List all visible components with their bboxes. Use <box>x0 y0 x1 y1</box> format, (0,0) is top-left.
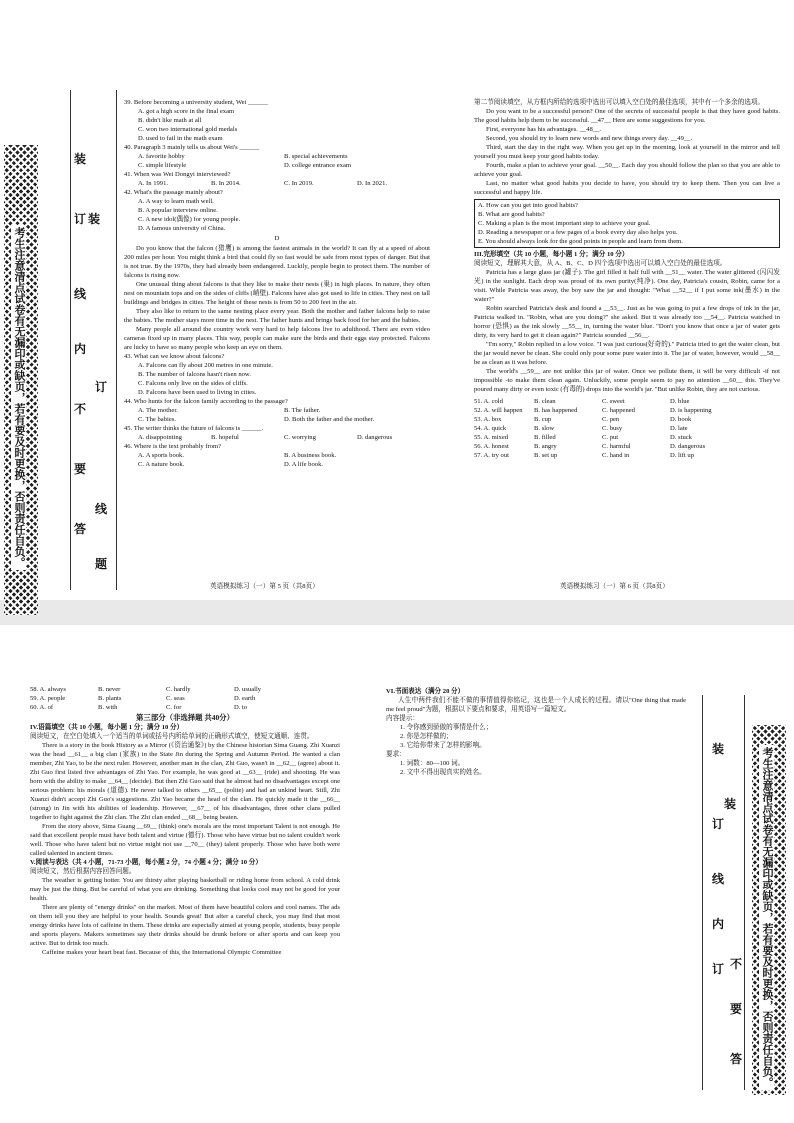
mcq-cell: 54. A. quick <box>474 425 507 432</box>
binding-char: 内 <box>74 342 87 356</box>
binding-line <box>116 90 117 590</box>
content-point: 2. 你是怎样做的； <box>400 733 453 740</box>
binding-char: 题 <box>95 557 108 571</box>
mcq-cell: C. busy <box>602 425 623 432</box>
mcq-cell: D. earth <box>234 695 256 702</box>
mcq-cell: 53. A. box <box>474 416 502 423</box>
mcq-cell: C. hand in <box>602 452 630 459</box>
binding-char: 订 <box>95 380 108 394</box>
section-title: VI.书面表达（满分 20 分） <box>386 688 465 695</box>
binding-char: 装 <box>88 212 101 226</box>
question-block <box>124 188 430 233</box>
requirement-label: 要求： <box>386 751 406 758</box>
page-footer: 英语模拟练习（一）第 5 页（共8页） <box>210 583 319 590</box>
page-footer: 英语模拟练习（一）第 6 页（共8页） <box>560 583 669 590</box>
passage-paragraph: Fourth, make a plan to achieve your goal. __50__. Each day you should follow the plan so that you are able to achieve your goal. <box>474 162 780 178</box>
content-point: 3. 它给你带来了怎样的影响。 <box>400 742 486 749</box>
question-block <box>124 424 430 442</box>
passage-paragraph: There are plenty of "energy drinks" on the market. Most of them have beautiful colors and cool names. The ads on them tell you they are helpful to your health. Sounds great! But after a careful check, you may find that most energy drinks have lots of caffeine in them. These drinks are especially aimed at young people, students, busy people and sports players. Makers sometimes say their drinks should be drunk before or after sports and can keep you active. But to drink too much. <box>30 904 340 947</box>
section-instruction: 阅读短文，在空白处填入一个适当的单词或括号内所给单词的正确形式填空，使短文通顺、连贯。 <box>30 733 314 740</box>
option: D. Both the father and the mother. <box>284 416 375 423</box>
mcq-cell: 59. A. people <box>30 695 66 702</box>
passage-paragraph: Last, no matter what good habits you decide to have, you should try to keep them. Then you can live a successful and happy life. <box>474 180 780 196</box>
passage-paragraph: They also like to return to the same nesting place every year. Both the mother and father falcons help to raise the babies. The mother stays more time in the nest. The father hunts and brings back food for her and the babies. <box>124 308 430 324</box>
mcq-cell: D. blue <box>670 398 690 405</box>
mcq-table <box>474 397 780 460</box>
passage-paragraph: First, everyone has his advantages. __48__. <box>486 126 602 133</box>
option: D. A famous university of China. <box>138 225 226 232</box>
passage-paragraph: Caffeine makes your heart beat fast. Because of this, the International Olympic Committee <box>42 949 282 956</box>
mcq-cell: D. book <box>670 416 692 423</box>
option: A. favorite hobby <box>138 153 185 160</box>
binding-band-left <box>4 145 38 615</box>
page-6-column <box>474 98 780 460</box>
option: A. A sports book. <box>138 452 184 459</box>
page-5-column <box>124 98 430 469</box>
binding-char: 要 <box>74 462 87 476</box>
mcq-cell: C. seas <box>166 695 185 702</box>
mcq-cell: C. put <box>602 434 619 441</box>
option: C. A new idol(偶像) for young people. <box>138 216 241 223</box>
passage-paragraph: Third, start the day in the right way. When you get up in the morning, look at yourself in the mirror and tell yourself you must keep your good habits today. <box>474 144 780 160</box>
question-block <box>124 170 430 188</box>
binding-line <box>70 90 71 590</box>
section-title: V.阅读与表达（共 4 小题，71-73 小题，每小题 2 分，74 小题 4 分；满分 10 分） <box>30 859 262 866</box>
mcq-cell: B. slow <box>534 425 555 432</box>
option: A. The mother. <box>138 407 178 414</box>
option: A. Falcons can fly about 200 metres in one minute. <box>138 362 273 369</box>
section-instruction: 人生中两件我们不能不做的事情值得你铭记，这也是一个人成长的过程。请以"One thing that made me feel proud"为题，根据以下要点和要求，用英语写一篇短文。 <box>386 697 686 713</box>
passage-paragraph: Robin searched Patricia's desk and found a __53__. Just as he was going to put a few drops of ink in the jar, Patricia walked in. "Robin, what are you doing?" she asked. But it was already too __54__. Patricia watched in horror (恐惧) as the ink slowly __55__ in, turning the water blue. "Don't you know that once a jar of water gets dirty, its very hard to get it clean again?" Patricia sounded __56__. <box>474 305 780 339</box>
question-stem: 39. Before becoming a university student, Wei ______ <box>124 99 268 106</box>
option: B. The father. <box>284 407 321 414</box>
mcq-cell: D. stuck <box>670 434 692 441</box>
question-block <box>124 442 430 469</box>
question-stem: 43. What can we know about falcons? <box>124 353 225 360</box>
box-option: C. Making a plan is the most important step to achieve your goal. <box>478 220 651 227</box>
mcq-cell: 51. A. cold <box>474 398 503 405</box>
mcq-cell: D. usually <box>234 686 262 693</box>
option: D. dangerous <box>357 434 393 441</box>
content-point: 1. 令你感到骄傲的事情是什么； <box>400 724 493 731</box>
passage-paragraph: The world's __59__ are not unlike this jar of water. Once we pollute them, it will be very difficult -if not impossible -to make them clean again. Unluckily, some people seem to pay no attention __60__ this. They've poured many dirty or even toxic (有毒的) drops into the world's jar. "But unlike Robin, they are not curious. <box>474 368 780 393</box>
mcq-cell: C. happened <box>602 407 635 414</box>
passage-paragraph: Do you want to be a successful person? One of the secrets of successful people is that they have good habits. The good habits help them to be successful. __47__ Here are some suggestions for you. <box>474 108 780 124</box>
part-title: 第三部分（非选择题 共40分） <box>136 713 234 722</box>
passage-paragraph: Many people all around the country work very hard to help falcons live to adulthood. There are even video cameras fixed up in many places. This way, people can make sure the birds and their eggs stay protected. Falcons are lucky to have so many people who keep an eye on them. <box>124 326 430 351</box>
option: C. worrying <box>284 434 316 441</box>
mcq-cell: D. late <box>670 425 688 432</box>
mcq-cell: C. pen <box>602 416 620 423</box>
option: B. didn't like math at all <box>138 117 202 124</box>
binding-line <box>702 695 703 1090</box>
mcq-cell: 57. A. try out <box>474 452 509 459</box>
option: D. A life book. <box>284 461 324 468</box>
binding-notice: 考生注意清点试卷有无漏印或缺页，若有要及时更换，否则责任自负。 <box>13 227 25 568</box>
binding-line <box>744 695 745 1090</box>
option: D. In 2021. <box>357 180 388 187</box>
box-option: A. How can you get into good habits? <box>478 202 578 209</box>
option: A. In 1991. <box>138 180 169 187</box>
box-option: D. Reading a newspaper or a few pages of a book every day also helps you. <box>478 229 678 236</box>
binding-char: 订 <box>74 212 87 226</box>
option: D. Falcons have been used to living in cities. <box>138 389 257 396</box>
mcq-table <box>30 685 340 712</box>
passage-paragraph: One unusual thing about falcons is that they like to make their nests (巢) in high places. In nature, they often nest on mountain tops and on the sides of cliffs (峭壁). Falcons have also got used to life in cities. They nest on tall buildings and bridges in cities. The height of these nests is from 50 to 200 feet in the air. <box>124 281 430 306</box>
option: A. got a high score in the final exam <box>138 108 235 115</box>
option: C. simple lifestyle <box>138 162 187 169</box>
mcq-cell: D. is happening <box>670 407 712 414</box>
option: B. In 2014. <box>211 180 241 187</box>
option: C. Falcons only live on the sides of cliffs. <box>138 380 248 387</box>
option: A. disappointing <box>138 434 182 441</box>
option: B. A popular interview online. <box>138 207 218 214</box>
option: B. A business book. <box>284 452 337 459</box>
option: C. In 2019. <box>284 180 314 187</box>
mcq-cell: D. dangerous <box>670 443 706 450</box>
passage-label: D <box>274 235 280 242</box>
binding-char: 答 <box>730 1052 743 1066</box>
mcq-cell: B. cup <box>534 416 552 423</box>
question-stem: 41. When was Wei Dongyi interviewed? <box>124 171 231 178</box>
binding-char: 不 <box>730 957 743 971</box>
option: B. The number of falcons hasn't risen now. <box>138 371 251 378</box>
binding-char: 订 <box>712 817 725 831</box>
mcq-cell: B. set up <box>534 452 558 459</box>
option: C. The babies. <box>138 416 176 423</box>
option: B. hopeful <box>211 434 239 441</box>
question-stem: 45. The writer thinks the future of falcons is ______. <box>124 425 264 432</box>
passage-paragraph: The weather is getting hotter. You are thirsty after playing basketball or riding home from school. A cold drink may be just the thing. But be careful of what you are drinking. Something that looks cool may not be good for your health. <box>30 877 340 902</box>
passage-paragraph: Do you know that the falcon (猎鹰) is among the fastest animals in the world? It can fly at a speed of about 200 miles per hour. You might think a bird that could fly so fast would be safe from most types of danger. But that is not true. By the 1970s, they had already been endangered. Luckily, people begin to protect them. The number of falcons is rising now. <box>124 245 430 279</box>
mcq-cell: C. for <box>166 704 182 711</box>
binding-char: 线 <box>712 872 725 886</box>
binding-char: 订 <box>712 962 725 976</box>
mcq-cell: B. clean <box>534 398 556 405</box>
section-instruction: 阅读短文，理解其大意，从 A、B、C、D 四个选项中选出可以填入空白处的最佳选项。 <box>474 260 727 267</box>
box-option: E. You should always look for the good points in people and learn from them. <box>478 238 683 245</box>
mcq-cell: B. with <box>98 704 118 711</box>
mcq-cell: B. never <box>98 686 121 693</box>
binding-char: 答 <box>74 522 87 536</box>
mcq-cell: 56. A. honest <box>474 443 509 450</box>
mcq-cell: B. plants <box>98 695 122 702</box>
mcq-cell: B. filled <box>534 434 556 441</box>
mcq-cell: B. has happened <box>534 407 578 414</box>
binding-band-right <box>752 725 786 1095</box>
mcq-cell: C. sweet <box>602 398 625 405</box>
requirement-point: 2. 文中不得出现真实的姓名。 <box>400 769 486 776</box>
section-instruction: 第二节阅读填空，从方框内所给的选项中选出可以填入空白处的最佳选项，其中有一个多余的选项。 <box>474 99 765 106</box>
option: A. A way to learn math well. <box>138 198 214 205</box>
passage-paragraph: From the story above, Sima Guang __69__ (think) one's morals are the most important Talent is not enough. He said that excellent people must have both talent and virtue (德行). Those who have virtue but no talent couldn't work well. Those who have talent but no virtue might not use __70__ (they) talent properly. Those who have both were called talented in ancient times. <box>30 823 340 857</box>
binding-notice: 考生注意清点试卷有无漏印或缺页，若有要及时更换，否则责任自负。 <box>761 747 773 1088</box>
box-option: B. What are good habits? <box>478 211 545 218</box>
question-stem: 40. Paragraph 3 mainly tells us about Wei's ______ <box>124 144 260 151</box>
question-stem: 42. What's the passage mainly about? <box>124 189 223 196</box>
binding-char: 装 <box>712 742 725 756</box>
passage-paragraph: Patricia has a large glass jar (罐子). The girl filled it half full with __51__ water. The water glittered (闪闪发光) in the sunlight. Each drop was proud of its own purity(纯净). One day, Patricia's cousin, Robin, came for a visit. While Patricia was away, the boy saw the jar and thought: "What __52__ if I put some ink(墨水) in the water?" <box>474 269 780 303</box>
page-7-column <box>30 685 340 957</box>
section-instruction: 阅读短文，然后根据内容回答问题。 <box>30 868 136 875</box>
section-title: III.完形填空（共 10 小题，每小题 1 分；满分 10 分） <box>474 251 629 258</box>
mcq-cell: D. to <box>234 704 248 711</box>
binding-char: 线 <box>95 502 108 516</box>
mcq-cell: B. angry <box>534 443 557 450</box>
option: B. special achievements <box>284 153 348 160</box>
bottom-sheet <box>0 625 794 1095</box>
options-box <box>474 199 780 248</box>
question-block <box>124 397 430 424</box>
section-title: IV.语篇填空（共 10 小题，每小题 1 分；满分 10 分） <box>30 724 184 731</box>
question-stem: 44. Who hunts for the falcon family according to the passage? <box>124 398 288 405</box>
binding-char: 要 <box>730 1002 743 1016</box>
question-stem: 46. Where is the text probably from? <box>124 443 222 450</box>
requirement-point: 1. 词数：80—100 词。 <box>400 760 465 767</box>
binding-char: 线 <box>74 287 87 301</box>
mcq-cell: D. lift up <box>670 452 694 459</box>
mcq-cell: 52. A. will happen <box>474 407 523 414</box>
binding-char: 不 <box>74 402 87 416</box>
mcq-cell: C. harmful <box>602 443 631 450</box>
passage-paragraph: There is a story in the book History as a Mirror (《资治通鉴》) by the Chinese historian Sima Guang. Zhi Xuanzi was the head __61__ a big clan (家族) in the State Jin during the Spring and Autumn Period. He wanted a clan member, Zhi Yao, to be the next ruler. However, another man in the clan, Zhi Guo, wasn't in __62__ (agree) about it. Zhi Guo first listed five advantages of Zhi Yao. For example, he was good at __63__ (ride) and shooting. He was born with the ability to make __64__ (decide). But then Zhi Guo said that he almost had no disadvantages except one serious problem: his morals (道德). He never talked to others __65__ (polite) and had an unkind heart. Still, Zhi Xuanzi didn't accept Zhi Guo's suggestions. Zhi Yao became the head of the clan. He quickly made it the __66__ (strong) in Jin with his abilities of leadership. However, __67__ of his disadvantages, three other clans pulled together to fight against the Zhi clan. The Zhi clan ended __68__ being beaten. <box>30 742 340 821</box>
question-block <box>124 143 430 170</box>
mcq-cell: 58. A. always <box>30 686 66 693</box>
mcq-cell: C. hardly <box>166 686 191 693</box>
option: D. used to fail in the math exam <box>138 135 223 142</box>
mcq-cell: 55. A. mixed <box>474 434 509 441</box>
option: C. A nature book. <box>138 461 185 468</box>
content-label: 内容提示： <box>386 715 419 722</box>
mcq-cell: 60. A. of <box>30 704 54 711</box>
option: D. college entrance exam <box>284 162 351 169</box>
binding-char: 内 <box>712 917 725 931</box>
question-block <box>124 352 430 397</box>
page-8-column <box>386 687 686 777</box>
binding-char: 装 <box>724 797 737 811</box>
option: C. won two international gold medals <box>138 126 238 133</box>
passage-paragraph: "I'm sorry," Robin replied in a low voice. "I was just curious(好奇的)." Patricia tried to get the water clean, but the jar would never be clean. She could only pour some pure water into it. The jar of water, however, would __58__ be as clean as it was before. <box>474 341 780 366</box>
top-sheet <box>0 60 794 600</box>
binding-char: 装 <box>74 152 87 166</box>
passage-paragraph: Second, you should try to learn new words and new things every day. __49__. <box>486 135 693 142</box>
page-gap <box>0 598 794 626</box>
question-block <box>124 98 430 143</box>
